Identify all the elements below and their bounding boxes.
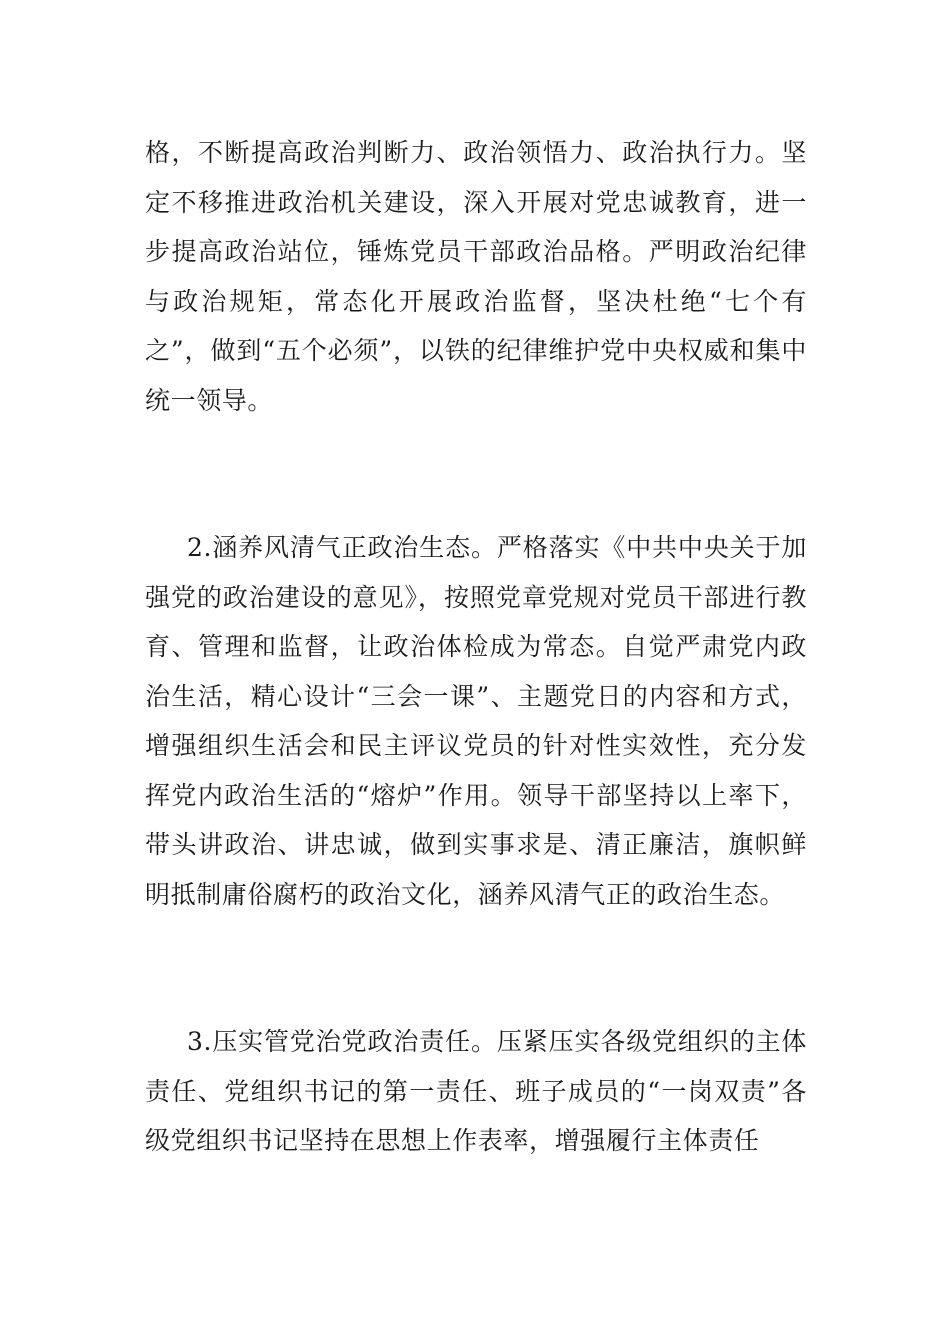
paragraph-item-3: 3.压实管党治党政治责任。压紧压实各级党组织的主体责任、党组织书记的第一责任、班子成员的“一岗双责”各级党组织书记坚持在思想上作表率，增强履行主体责任 bbox=[145, 1027, 807, 1155]
paragraph-continued: 格，不断提高政治判断力、政治领悟力、政治执行力。坚定不移推进政治机关建设，深入开展对党忠诚教育，进一步提高政治站位，锤炼党员干部政治品格。严明政治纪律与政治规矩，常态化开展政治监督，坚决杜绝“七个有之”，做到“五个必须”，以铁的纪律维护党中央权威和集中统一领导。 bbox=[145, 138, 807, 415]
document-page bbox=[145, 128, 807, 1166]
paragraph-item-2: 2.涵养风清气正政治生态。严格落实《中共中央关于加强党的政治建设的意见》，按照党章党规对党员干部进行教育、管理和监督，让政治体检成为常态。自觉严肃党内政治生活，精心设计“三会一课”、主题党日的内容和方式，增强组织生活会和民主评议党员的针对性实效性，充分发挥党内政治生活的“熔炉”作用。领导干部坚持以上率下，带头讲政治、讲忠诚，做到实事求是、清正廉洁，旗帜鲜明抵制庸俗腐朽的政治文化，涵养风清气正的政治生态。 bbox=[145, 533, 807, 909]
paragraph-spacer bbox=[145, 919, 807, 1017]
paragraph-spacer bbox=[145, 425, 807, 523]
